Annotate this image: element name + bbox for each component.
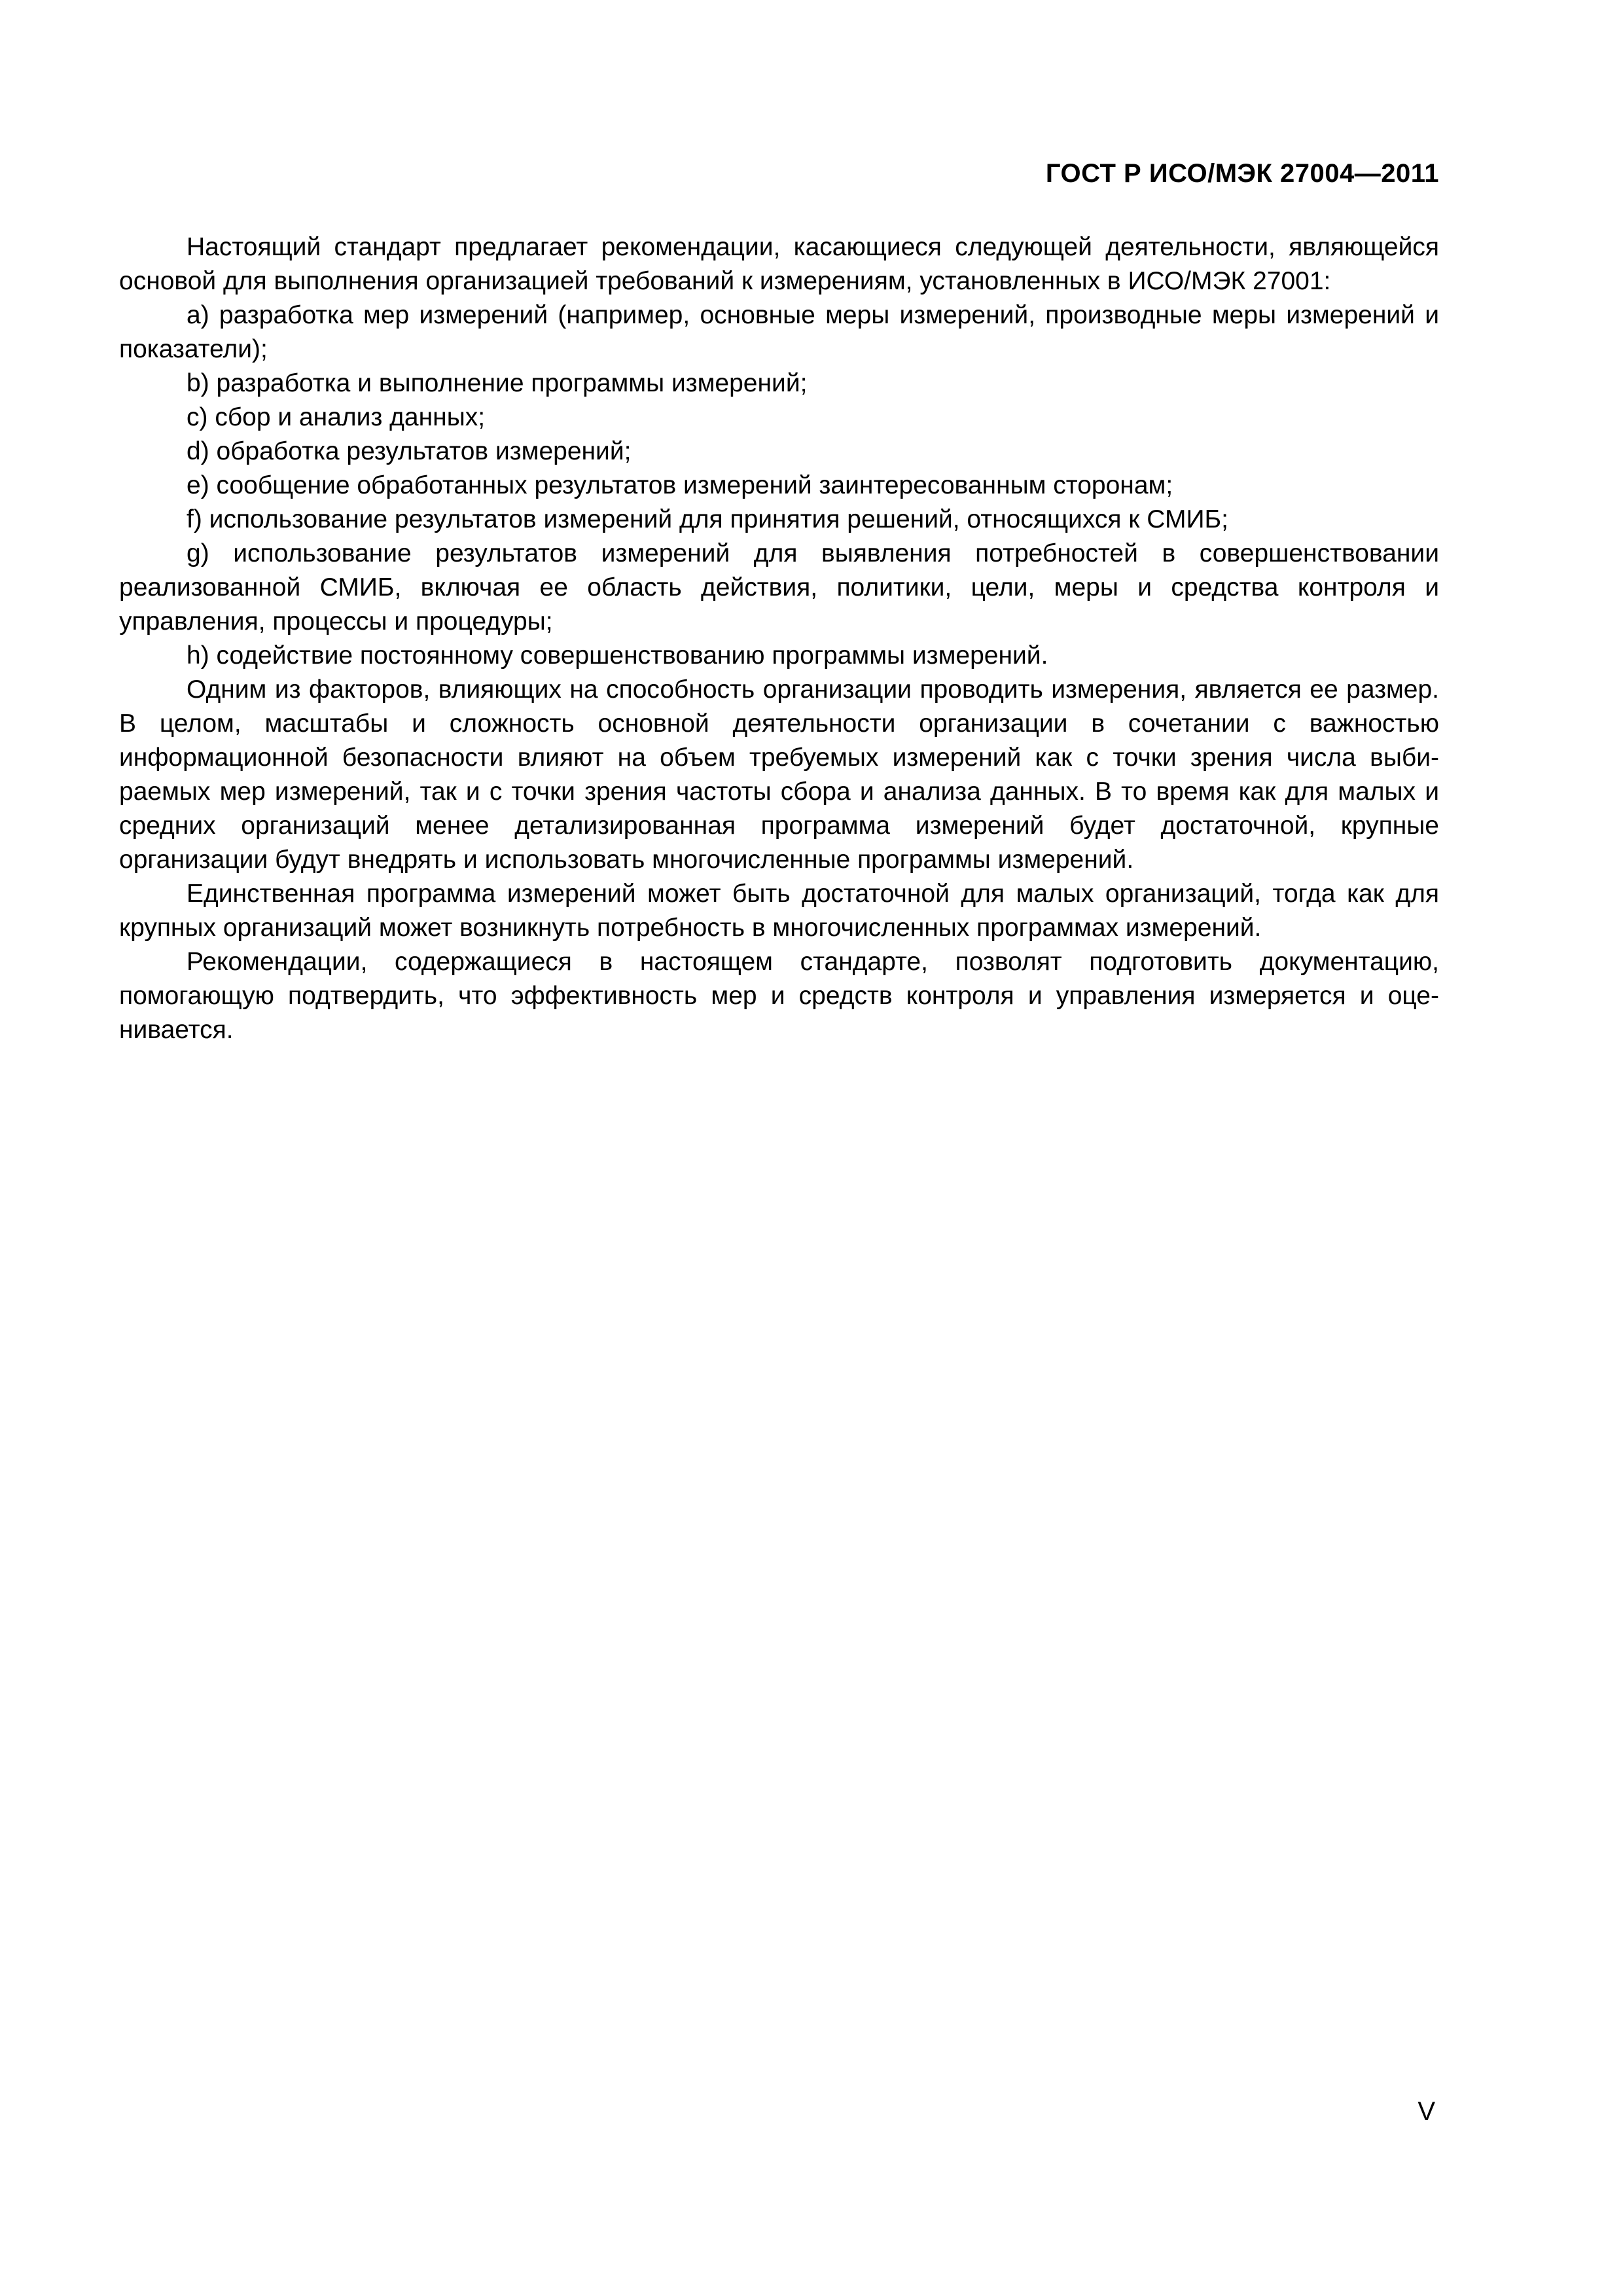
document-standard-id: ГОСТ Р ИСО/МЭК 27004—2011: [1045, 159, 1439, 188]
organization-size-paragraph: Одним из факторов, влияющих на способность организации проводить измерения, является ее размер. В целом, масштабы и сложность основной деятельности организации в сочетании с важностью информационной безопасности влияют на объем требуемых измерений как с точки зрения числа выбираемых мер измерений, так и с точки зрения частоты сбора и анализа данных. В то время как для малых и средних организаций менее детализированная программа измерений будет достаточной, крупные организации будут внедрять и использовать многочисленные программы измерений.: [119, 675, 1439, 874]
list-item-a: a) разработка мер измерений (например, основные меры измерений, производные меры измерений и показатели);: [119, 301, 1439, 363]
list-item-g: g) использование результатов измерений для выявления потребностей в совершенствовании реализованной СМИБ, включая ее область действия, политики, цели, меры и средства контроля и управления, процессы и процедуры;: [119, 539, 1439, 636]
list-item-e: e) сообщение обработанных результатов измерений заинтересованным сторонам;: [187, 471, 1173, 499]
list-item-d: d) обработка результатов измерений;: [187, 437, 632, 465]
list-item-b: b) разработка и выполнение программы измерений;: [187, 369, 808, 397]
recommendations-paragraph: Рекомендации, содержащиеся в настоящем стандарте, позволят подготовить документацию, помогающую подтвердить, что эффективность мер и средств контроля и управления измеряется и оценивается.: [119, 948, 1439, 1044]
list-item-h: h) содействие постоянному совершенствованию программы измерений.: [187, 641, 1048, 670]
list-item-c: c) сбор и анализ данных;: [187, 403, 486, 431]
intro-paragraph: Настоящий стандарт предлагает рекомендации, касающиеся следующей деятельности, являющейся основой для выполнения организацией требований к измерениям, установленных в ИСО/МЭК 27001:: [119, 233, 1439, 295]
program-count-paragraph: Единственная программа измерений может быть достаточной для малых организаций, тогда как для крупных организаций может возникнуть потребность в многочисленных программах измерений.: [119, 880, 1439, 942]
document-body: [119, 230, 1439, 1047]
page-number: V: [1418, 2097, 1435, 2126]
list-item-f: f) использование результатов измерений для принятия решений, относящихся к СМИБ;: [187, 505, 1228, 533]
